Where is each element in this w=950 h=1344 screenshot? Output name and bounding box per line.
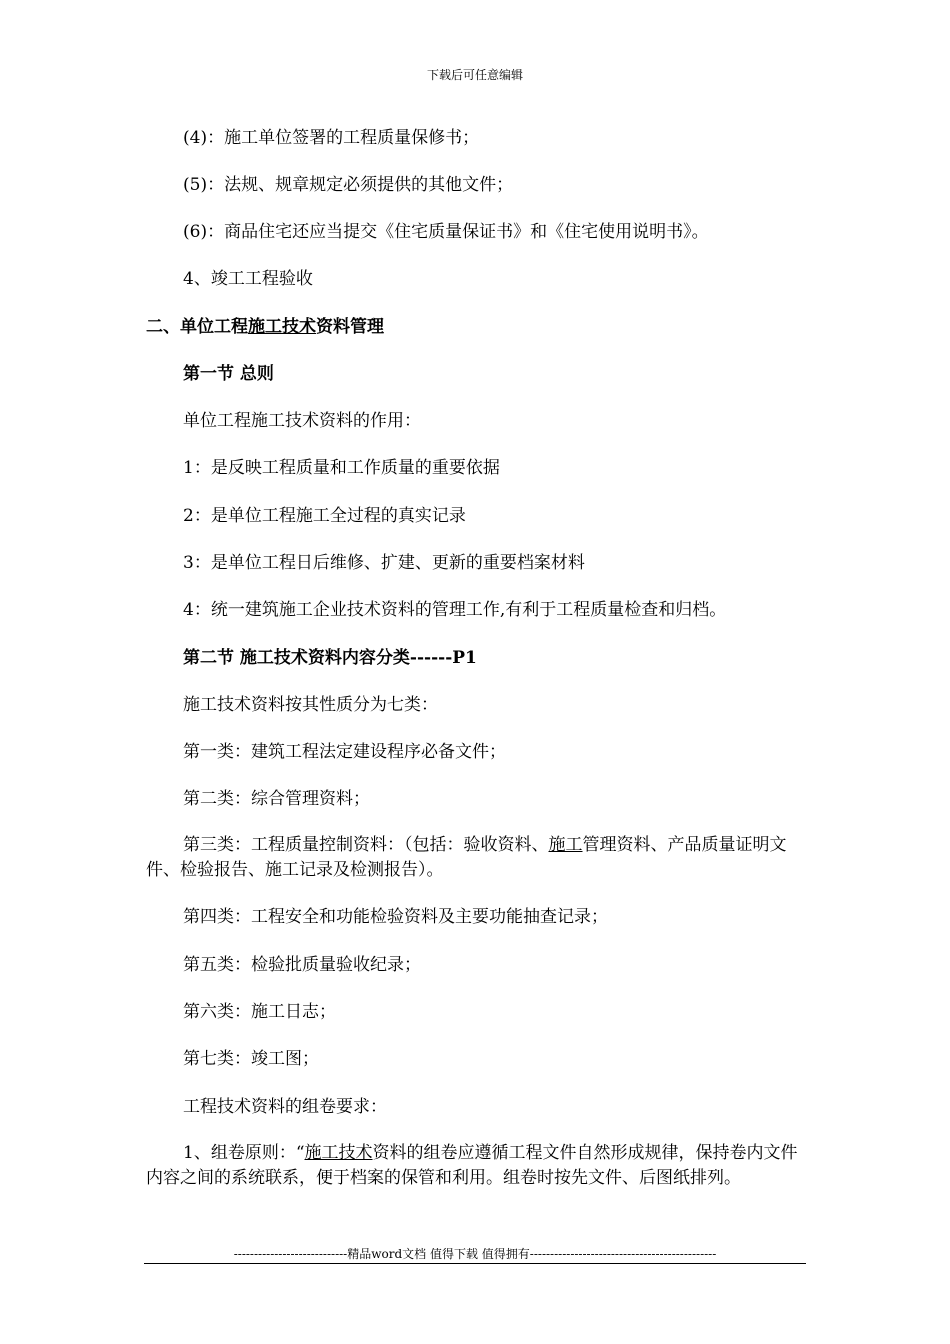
paragraph: 施工技术资料按其性质分为七类： <box>183 695 438 715</box>
page-header: 下载后可任意编辑 <box>426 68 523 82</box>
paragraph-text: 管理资料、产品质量证明文件、检验报告、施工记录及检测报告）。 <box>146 835 787 880</box>
section-heading <box>146 315 384 339</box>
paragraph: 工程技术资料的组卷要求： <box>183 1097 387 1117</box>
list-item: (4)：施工单位签署的工程质量保修书； <box>183 128 480 148</box>
heading-text: 资料管理 <box>316 317 384 337</box>
paragraph <box>146 833 806 883</box>
page-footer: ----------------------------精品word文档 值得下载 值得拥有---------------------------------------------- <box>233 1247 717 1261</box>
list-item: 第二类：综合管理资料； <box>183 789 370 809</box>
paragraph-text: 第三类：工程质量控制资料：（包括：验收资料、 <box>183 835 549 855</box>
list-item: 1：是反映工程质量和工作质量的重要依据 <box>183 458 500 478</box>
inline-link[interactable]: 施工技术 <box>304 1143 373 1163</box>
paragraph <box>146 1141 806 1191</box>
subsection-heading: 第一节 总则 <box>183 364 274 384</box>
list-item: 第六类：施工日志； <box>183 1002 336 1022</box>
paragraph: 单位工程施工技术资料的作用： <box>183 411 421 431</box>
paragraph-text: 资料的组卷应遵循工程文件自然形成规律，保持卷内文件内容之间的系统联系，便于档案的保管和利用。组卷时按先文件、后图纸排列。 <box>146 1143 798 1188</box>
list-item: 4、竣工工程验收 <box>183 269 313 289</box>
list-item: (5)：法规、规章规定必须提供的其他文件； <box>183 175 514 195</box>
list-item: 第五类：检验批质量验收纪录； <box>183 955 421 975</box>
paragraph-text: 1、组卷原则：“ <box>183 1143 305 1163</box>
list-item: 第一类：建筑工程法定建设程序必备文件； <box>183 742 506 762</box>
heading-text: 二、单位工程 <box>146 317 248 337</box>
heading-link[interactable]: 施工技术 <box>248 317 316 337</box>
list-item: (6)：商品住宅还应当提交《住宅质量保证书》和《住宅使用说明书》。 <box>183 222 709 242</box>
list-item: 第七类：竣工图； <box>183 1049 319 1069</box>
subsection-heading: 第二节 施工技术资料内容分类------P1 <box>183 648 477 668</box>
list-item: 3：是单位工程日后维修、扩建、更新的重要档案材料 <box>183 553 585 573</box>
list-item: 4：统一建筑施工企业技术资料的管理工作,有利于工程质量检查和归档。 <box>183 600 727 620</box>
list-item: 2：是单位工程施工全过程的真实记录 <box>183 506 466 526</box>
list-item: 第四类：工程安全和功能检验资料及主要功能抽查记录； <box>183 907 608 927</box>
inline-link[interactable]: 施工 <box>548 835 583 855</box>
footer-rule <box>144 1263 806 1264</box>
